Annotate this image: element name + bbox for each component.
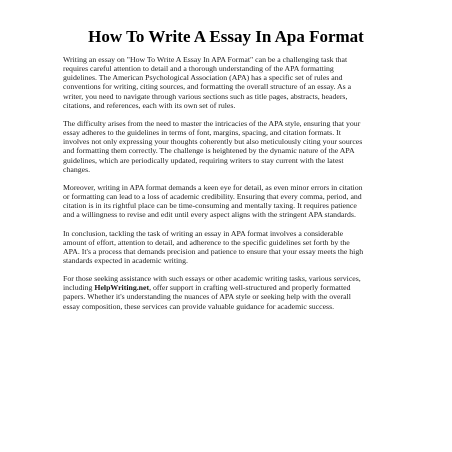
text-line: essay adheres to the guidelines in terms of font, margins, spacing, and citation formats. It [63,128,341,138]
paragraph-detail [63,183,398,220]
helpwriting-link[interactable]: HelpWriting.net [94,283,150,293]
text-line: changes. [63,164,91,174]
text-line: Writing an essay on "How To Write A Essay In APA Format" can be a challenging task that [63,55,348,64]
text-line: standards expected in academic writing. [63,255,188,265]
text-line: and formatting them correctly. The challenge is heightened by the dynamic nature of the APA [63,146,355,156]
text-fragment: including [63,283,95,293]
text-line: In conclusion, tackling the task of writing an essay in APA format involves a considerable [63,228,344,238]
text-line: For those seeking assistance with such essays or other academic writing tasks, various services, [63,274,361,284]
paragraph-intro [63,55,398,110]
document-body [63,55,398,320]
text-line: writer, you need to navigate through various sections such as title pages, abstracts, headers, [63,91,348,101]
text-line: involves not only expressing your thoughts coherently but also meticulously citing your sources [63,137,363,147]
text-line: requires careful attention to detail and a thorough understanding of the APA formatting [63,64,334,74]
text-line: Moreover, writing in APA format demands a keen eye for detail, as even minor errors in citation [63,182,363,192]
text-line: citations, and references, each with its own set of rules. [63,100,236,110]
text-line: essay composition, these services can provide valuable guidance for academic success. [63,301,335,311]
text-fragment: , offer support in crafting well-structured and properly formatted [149,283,351,293]
text-line: or formatting can lead to a loss of academic credibility. Ensuring that every comma, period, and [63,192,362,202]
text-line: citation is in its rightful place can be time-consuming and mentally taxing. It requires patience [63,201,357,211]
text-line: papers. Whether it's understanding the nuances of APA style or seeking help with the overall [63,292,351,302]
paragraph-conclusion [63,229,398,266]
text-line: conventions for writing, citing sources, and formatting the overall structure of an essay. As a [63,82,352,92]
text-line: The difficulty arises from the need to master the intricacies of the APA style, ensuring that your [63,118,361,128]
paragraph-difficulty [63,119,398,174]
text-line [63,283,398,292]
text-line: guidelines. The American Psychological Association (APA) has a specific set of rules and [63,73,343,83]
paragraph-assistance [63,274,398,311]
text-line: guidelines, which are periodically updated, requiring writers to stay current with the latest [63,155,344,165]
text-line: and a willingness to revise and edit until every aspect aligns with the stringent APA standards. [63,210,356,220]
text-line: amount of effort, attention to detail, and adherence to the specific guidelines set forth by the [63,237,350,247]
text-line: APA. It's a process that demands precision and patience to ensure that your essay meets the high [63,246,364,256]
document-title: How To Write A Essay In Apa Format [88,27,364,46]
